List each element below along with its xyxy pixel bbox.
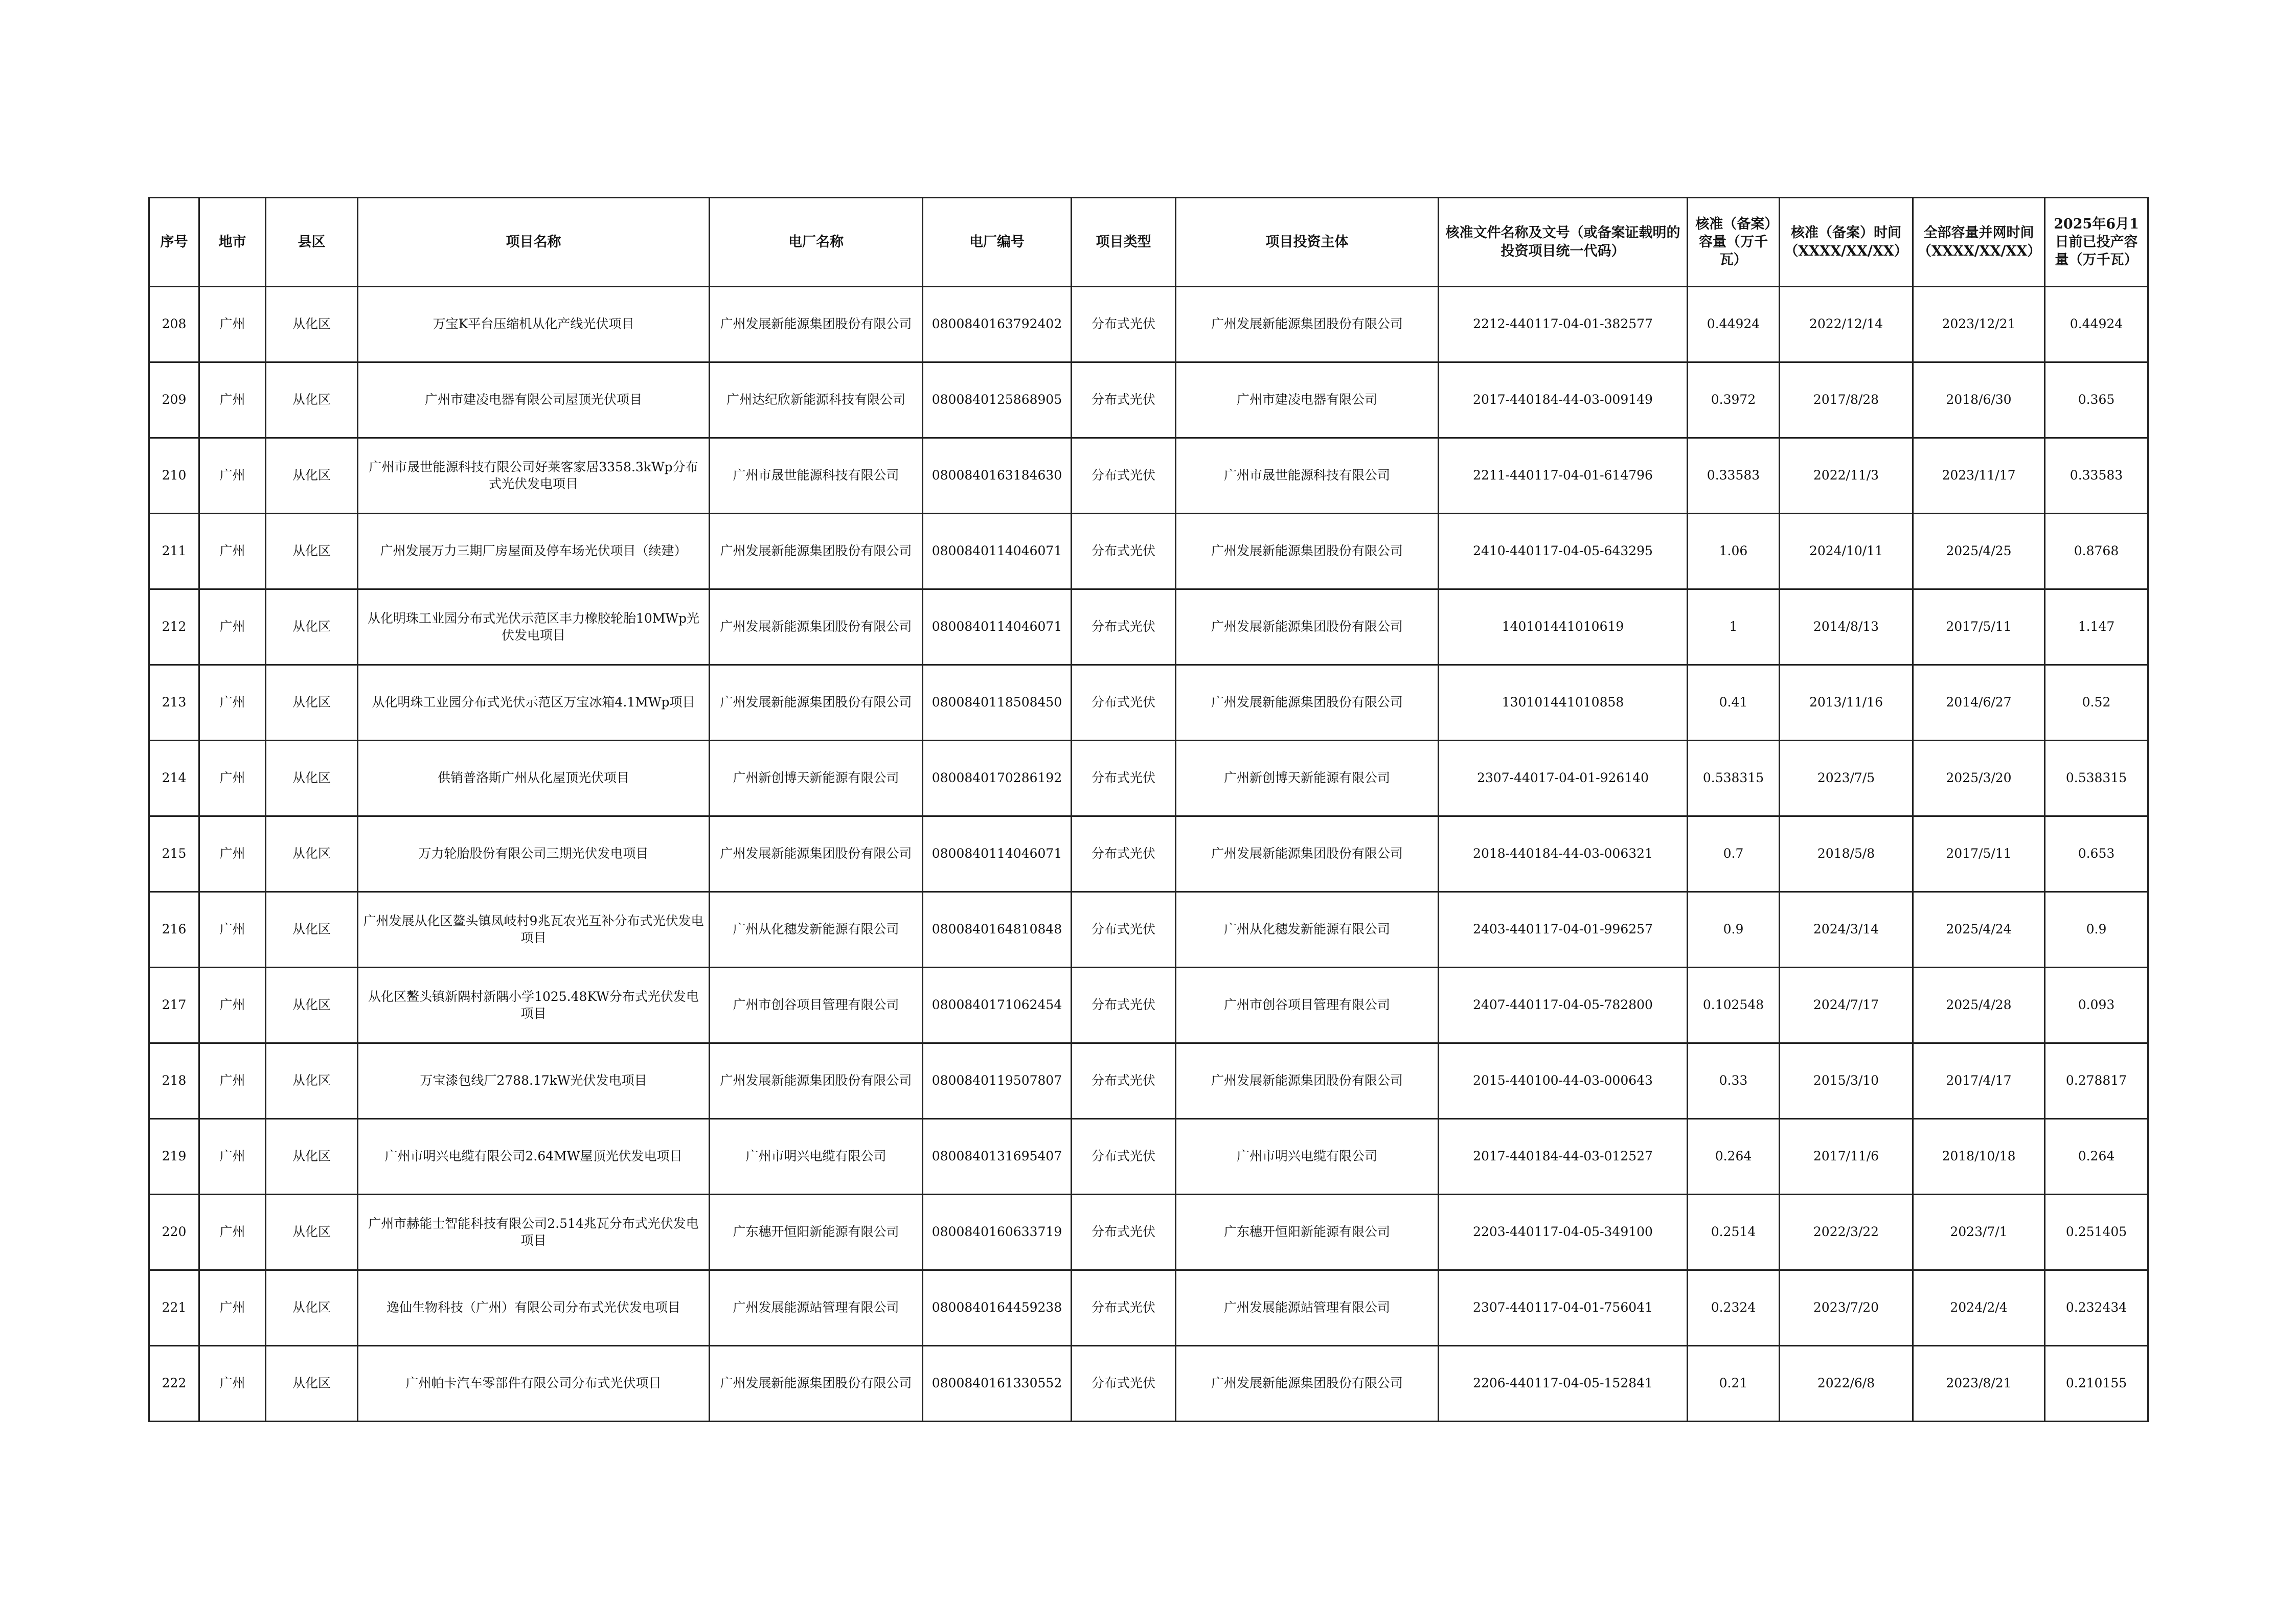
cell-approved-capacity: 0.33583: [1688, 438, 1780, 514]
table-row: [149, 1195, 2148, 1270]
cell-plant-name: 广州新创博天新能源有限公司: [710, 741, 923, 816]
cell-approval-code: 2017-440184-44-03-009149: [1439, 362, 1688, 438]
table-row: [149, 1346, 2148, 1422]
cell-project-type: 分布式光伏: [1072, 968, 1176, 1043]
cell-project-name: 万宝K平台压缩机从化产线光伏项目: [358, 287, 710, 362]
cell-project-type: 分布式光伏: [1072, 665, 1176, 741]
table-row: [149, 1043, 2148, 1119]
cell-operating-capacity: 0.33583: [2045, 438, 2148, 514]
cell-approval-date: 2024/7/17: [1780, 968, 1913, 1043]
cell-grid-connection-date: 2023/11/17: [1913, 438, 2045, 514]
cell-operating-capacity: 0.52: [2045, 665, 2148, 741]
cell-district: 从化区: [266, 968, 358, 1043]
cell-grid-connection-date: 2025/4/25: [1913, 514, 2045, 589]
cell-district: 从化区: [266, 1346, 358, 1422]
cell-investor: 广州发展新能源集团股份有限公司: [1176, 287, 1439, 362]
cell-project-name: 从化明珠工业园分布式光伏示范区丰力橡胶轮胎10MWp光伏发电项目: [358, 589, 710, 665]
cell-index: 221: [149, 1270, 199, 1346]
col-header-approved-capacity: 核准（备案）容量（万千瓦）: [1688, 198, 1780, 287]
cell-plant-name: 广州发展新能源集团股份有限公司: [710, 816, 923, 892]
cell-operating-capacity: 0.9: [2045, 892, 2148, 968]
col-header-city: 地市: [199, 198, 266, 287]
cell-district: 从化区: [266, 1270, 358, 1346]
cell-approval-code: 2410-440117-04-05-643295: [1439, 514, 1688, 589]
cell-index: 212: [149, 589, 199, 665]
cell-grid-connection-date: 2024/2/4: [1913, 1270, 2045, 1346]
cell-index: 215: [149, 816, 199, 892]
cell-city: 广州: [199, 892, 266, 968]
cell-investor: 广州发展能源站管理有限公司: [1176, 1270, 1439, 1346]
cell-plant-code: 0800840163184630: [923, 438, 1072, 514]
cell-investor: 广州新创博天新能源有限公司: [1176, 741, 1439, 816]
cell-district: 从化区: [266, 892, 358, 968]
cell-approved-capacity: 0.538315: [1688, 741, 1780, 816]
cell-plant-code: 0800840131695407: [923, 1119, 1072, 1195]
cell-plant-name: 广州达纪欣新能源科技有限公司: [710, 362, 923, 438]
cell-district: 从化区: [266, 1119, 358, 1195]
cell-approval-code: 2206-440117-04-05-152841: [1439, 1346, 1688, 1422]
cell-project-name: 从化明珠工业园分布式光伏示范区万宝冰箱4.1MWp项目: [358, 665, 710, 741]
cell-operating-capacity: 0.44924: [2045, 287, 2148, 362]
cell-city: 广州: [199, 1195, 266, 1270]
cell-plant-name: 广州发展能源站管理有限公司: [710, 1270, 923, 1346]
cell-investor: 广东穗开恒阳新能源有限公司: [1176, 1195, 1439, 1270]
table-row: [149, 1119, 2148, 1195]
cell-project-type: 分布式光伏: [1072, 1270, 1176, 1346]
table-row: [149, 438, 2148, 514]
cell-approval-date: 2024/10/11: [1780, 514, 1913, 589]
cell-project-type: 分布式光伏: [1072, 741, 1176, 816]
cell-plant-code: 0800840119507807: [923, 1043, 1072, 1119]
cell-approved-capacity: 0.3972: [1688, 362, 1780, 438]
table-row: [149, 665, 2148, 741]
cell-plant-code: 0800840125868905: [923, 362, 1072, 438]
cell-district: 从化区: [266, 1195, 358, 1270]
cell-grid-connection-date: 2017/5/11: [1913, 589, 2045, 665]
cell-project-type: 分布式光伏: [1072, 816, 1176, 892]
cell-approval-code: 130101441010858: [1439, 665, 1688, 741]
cell-plant-name: 广州发展新能源集团股份有限公司: [710, 1346, 923, 1422]
cell-approval-date: 2018/5/8: [1780, 816, 1913, 892]
cell-approval-date: 2013/11/16: [1780, 665, 1913, 741]
cell-city: 广州: [199, 438, 266, 514]
cell-city: 广州: [199, 1270, 266, 1346]
cell-index: 217: [149, 968, 199, 1043]
cell-investor: 广州发展新能源集团股份有限公司: [1176, 665, 1439, 741]
cell-approval-code: 2203-440117-04-05-349100: [1439, 1195, 1688, 1270]
cell-grid-connection-date: 2023/8/21: [1913, 1346, 2045, 1422]
cell-plant-code: 0800840164810848: [923, 892, 1072, 968]
cell-approved-capacity: 0.7: [1688, 816, 1780, 892]
cell-investor: 广州市建凌电器有限公司: [1176, 362, 1439, 438]
col-header-approval-date: 核准（备案）时间（XXXX/XX/XX）: [1780, 198, 1913, 287]
cell-operating-capacity: 1.147: [2045, 589, 2148, 665]
cell-approval-date: 2014/8/13: [1780, 589, 1913, 665]
cell-investor: 广州市创谷项目管理有限公司: [1176, 968, 1439, 1043]
cell-index: 211: [149, 514, 199, 589]
cell-investor: 广州发展新能源集团股份有限公司: [1176, 589, 1439, 665]
cell-project-name: 广州市晟世能源科技有限公司好莱客家居3358.3kWp分布式光伏发电项目: [358, 438, 710, 514]
cell-project-type: 分布式光伏: [1072, 1043, 1176, 1119]
cell-approved-capacity: 0.102548: [1688, 968, 1780, 1043]
col-header-plant-code: 电厂编号: [923, 198, 1072, 287]
cell-approval-code: 2212-440117-04-01-382577: [1439, 287, 1688, 362]
cell-operating-capacity: 0.653: [2045, 816, 2148, 892]
cell-project-name: 广州发展万力三期厂房屋面及停车场光伏项目（续建）: [358, 514, 710, 589]
cell-city: 广州: [199, 665, 266, 741]
cell-plant-code: 0800840171062454: [923, 968, 1072, 1043]
cell-project-type: 分布式光伏: [1072, 892, 1176, 968]
cell-district: 从化区: [266, 665, 358, 741]
cell-plant-code: 0800840170286192: [923, 741, 1072, 816]
cell-project-type: 分布式光伏: [1072, 514, 1176, 589]
cell-grid-connection-date: 2023/7/1: [1913, 1195, 2045, 1270]
cell-district: 从化区: [266, 362, 358, 438]
cell-project-name: 广州市建凌电器有限公司屋顶光伏项目: [358, 362, 710, 438]
cell-district: 从化区: [266, 589, 358, 665]
cell-approval-code: 2307-44017-04-01-926140: [1439, 741, 1688, 816]
cell-city: 广州: [199, 741, 266, 816]
cell-plant-name: 广州发展新能源集团股份有限公司: [710, 589, 923, 665]
cell-index: 222: [149, 1346, 199, 1422]
col-header-district: 县区: [266, 198, 358, 287]
table-row: [149, 816, 2148, 892]
cell-district: 从化区: [266, 438, 358, 514]
cell-city: 广州: [199, 968, 266, 1043]
cell-index: 218: [149, 1043, 199, 1119]
cell-operating-capacity: 0.365: [2045, 362, 2148, 438]
cell-project-type: 分布式光伏: [1072, 1346, 1176, 1422]
cell-grid-connection-date: 2017/4/17: [1913, 1043, 2045, 1119]
col-header-project-type: 项目类型: [1072, 198, 1176, 287]
cell-grid-connection-date: 2014/6/27: [1913, 665, 2045, 741]
cell-project-type: 分布式光伏: [1072, 362, 1176, 438]
cell-investor: 广州从化穗发新能源有限公司: [1176, 892, 1439, 968]
cell-grid-connection-date: 2025/3/20: [1913, 741, 2045, 816]
cell-investor: 广州市晟世能源科技有限公司: [1176, 438, 1439, 514]
cell-approval-code: 2403-440117-04-01-996257: [1439, 892, 1688, 968]
cell-approval-code: 2017-440184-44-03-012527: [1439, 1119, 1688, 1195]
cell-plant-name: 广州市明兴电缆有限公司: [710, 1119, 923, 1195]
cell-approval-code: 2407-440117-04-05-782800: [1439, 968, 1688, 1043]
table-row: [149, 1270, 2148, 1346]
cell-approval-date: 2023/7/20: [1780, 1270, 1913, 1346]
cell-grid-connection-date: 2023/12/21: [1913, 287, 2045, 362]
cell-approved-capacity: 0.264: [1688, 1119, 1780, 1195]
cell-approved-capacity: 1.06: [1688, 514, 1780, 589]
cell-approval-date: 2023/7/5: [1780, 741, 1913, 816]
table-row: [149, 968, 2148, 1043]
cell-index: 219: [149, 1119, 199, 1195]
cell-operating-capacity: 0.278817: [2045, 1043, 2148, 1119]
cell-district: 从化区: [266, 287, 358, 362]
cell-investor: 广州市明兴电缆有限公司: [1176, 1119, 1439, 1195]
col-header-project-name: 项目名称: [358, 198, 710, 287]
cell-city: 广州: [199, 362, 266, 438]
cell-project-name: 广州市赫能士智能科技有限公司2.514兆瓦分布式光伏发电项目: [358, 1195, 710, 1270]
cell-operating-capacity: 0.093: [2045, 968, 2148, 1043]
table-row: [149, 287, 2148, 362]
cell-approval-date: 2022/11/3: [1780, 438, 1913, 514]
cell-index: 208: [149, 287, 199, 362]
cell-project-name: 逸仙生物科技（广州）有限公司分布式光伏发电项目: [358, 1270, 710, 1346]
cell-city: 广州: [199, 816, 266, 892]
cell-index: 220: [149, 1195, 199, 1270]
cell-approval-date: 2022/3/22: [1780, 1195, 1913, 1270]
cell-plant-name: 广州发展新能源集团股份有限公司: [710, 1043, 923, 1119]
cell-investor: 广州发展新能源集团股份有限公司: [1176, 816, 1439, 892]
cell-approval-code: 2307-440117-04-01-756041: [1439, 1270, 1688, 1346]
cell-approved-capacity: 1: [1688, 589, 1780, 665]
cell-plant-name: 广州市创谷项目管理有限公司: [710, 968, 923, 1043]
cell-approval-code: 140101441010619: [1439, 589, 1688, 665]
cell-project-name: 从化区鳌头镇新隅村新隅小学1025.48KW分布式光伏发电项目: [358, 968, 710, 1043]
cell-plant-code: 0800840164459238: [923, 1270, 1072, 1346]
cell-district: 从化区: [266, 741, 358, 816]
cell-project-type: 分布式光伏: [1072, 1119, 1176, 1195]
cell-plant-code: 0800840160633719: [923, 1195, 1072, 1270]
table-body: [149, 287, 2148, 1422]
cell-approved-capacity: 0.21: [1688, 1346, 1780, 1422]
cell-investor: 广州发展新能源集团股份有限公司: [1176, 1346, 1439, 1422]
table-header-row: [149, 198, 2148, 287]
cell-plant-code: 0800840161330552: [923, 1346, 1072, 1422]
cell-project-type: 分布式光伏: [1072, 1195, 1176, 1270]
project-table-sheet: [148, 197, 2147, 1422]
cell-project-name: 万宝漆包线厂2788.17kW光伏发电项目: [358, 1043, 710, 1119]
table-row: [149, 589, 2148, 665]
cell-plant-code: 0800840118508450: [923, 665, 1072, 741]
cell-district: 从化区: [266, 816, 358, 892]
col-header-investor: 项目投资主体: [1176, 198, 1439, 287]
cell-grid-connection-date: 2018/6/30: [1913, 362, 2045, 438]
table-row: [149, 892, 2148, 968]
cell-plant-name: 广州从化穗发新能源有限公司: [710, 892, 923, 968]
col-header-index: 序号: [149, 198, 199, 287]
cell-district: 从化区: [266, 1043, 358, 1119]
cell-city: 广州: [199, 514, 266, 589]
cell-investor: 广州发展新能源集团股份有限公司: [1176, 514, 1439, 589]
cell-approval-date: 2022/12/14: [1780, 287, 1913, 362]
cell-project-type: 分布式光伏: [1072, 438, 1176, 514]
cell-index: 210: [149, 438, 199, 514]
cell-operating-capacity: 0.8768: [2045, 514, 2148, 589]
col-header-approval-code: 核准文件名称及文号（或备案证载明的投资项目统一代码）: [1439, 198, 1688, 287]
cell-plant-code: 0800840163792402: [923, 287, 1072, 362]
cell-plant-name: 广东穗开恒阳新能源有限公司: [710, 1195, 923, 1270]
table-row: [149, 514, 2148, 589]
cell-plant-code: 0800840114046071: [923, 589, 1072, 665]
cell-operating-capacity: 0.264: [2045, 1119, 2148, 1195]
cell-city: 广州: [199, 1119, 266, 1195]
cell-operating-capacity: 0.538315: [2045, 741, 2148, 816]
cell-approval-date: 2017/11/6: [1780, 1119, 1913, 1195]
cell-project-name: 万力轮胎股份有限公司三期光伏发电项目: [358, 816, 710, 892]
cell-project-name: 广州市明兴电缆有限公司2.64MW屋顶光伏发电项目: [358, 1119, 710, 1195]
cell-operating-capacity: 0.232434: [2045, 1270, 2148, 1346]
table-row: [149, 362, 2148, 438]
cell-project-name: 广州发展从化区鳌头镇凤岐村9兆瓦农光互补分布式光伏发电项目: [358, 892, 710, 968]
cell-operating-capacity: 0.251405: [2045, 1195, 2148, 1270]
cell-plant-code: 0800840114046071: [923, 816, 1072, 892]
cell-approved-capacity: 0.41: [1688, 665, 1780, 741]
col-header-plant-name: 电厂名称: [710, 198, 923, 287]
cell-investor: 广州发展新能源集团股份有限公司: [1176, 1043, 1439, 1119]
cell-approved-capacity: 0.2514: [1688, 1195, 1780, 1270]
cell-grid-connection-date: 2025/4/28: [1913, 968, 2045, 1043]
cell-grid-connection-date: 2018/10/18: [1913, 1119, 2045, 1195]
cell-plant-name: 广州发展新能源集团股份有限公司: [710, 514, 923, 589]
cell-project-type: 分布式光伏: [1072, 287, 1176, 362]
project-table: [148, 197, 2149, 1422]
cell-approval-date: 2015/3/10: [1780, 1043, 1913, 1119]
cell-approval-code: 2015-440100-44-03-000643: [1439, 1043, 1688, 1119]
table-row: [149, 741, 2148, 816]
cell-city: 广州: [199, 1346, 266, 1422]
cell-project-name: 广州帕卡汽车零部件有限公司分布式光伏项目: [358, 1346, 710, 1422]
cell-plant-name: 广州发展新能源集团股份有限公司: [710, 287, 923, 362]
cell-approved-capacity: 0.9: [1688, 892, 1780, 968]
cell-approval-date: 2024/3/14: [1780, 892, 1913, 968]
cell-city: 广州: [199, 287, 266, 362]
col-header-operating-capacity: 2025年6月1日前已投产容量（万千瓦）: [2045, 198, 2148, 287]
cell-approved-capacity: 0.44924: [1688, 287, 1780, 362]
cell-approval-code: 2211-440117-04-01-614796: [1439, 438, 1688, 514]
cell-index: 216: [149, 892, 199, 968]
cell-project-name: 供销普洛斯广州从化屋顶光伏项目: [358, 741, 710, 816]
cell-approval-date: 2022/6/8: [1780, 1346, 1913, 1422]
cell-city: 广州: [199, 589, 266, 665]
cell-plant-code: 0800840114046071: [923, 514, 1072, 589]
cell-approval-code: 2018-440184-44-03-006321: [1439, 816, 1688, 892]
cell-grid-connection-date: 2025/4/24: [1913, 892, 2045, 968]
cell-index: 209: [149, 362, 199, 438]
cell-approved-capacity: 0.33: [1688, 1043, 1780, 1119]
cell-city: 广州: [199, 1043, 266, 1119]
cell-index: 213: [149, 665, 199, 741]
cell-approved-capacity: 0.2324: [1688, 1270, 1780, 1346]
col-header-grid-connection-date: 全部容量并网时间（XXXX/XX/XX）: [1913, 198, 2045, 287]
cell-approval-date: 2017/8/28: [1780, 362, 1913, 438]
cell-grid-connection-date: 2017/5/11: [1913, 816, 2045, 892]
cell-project-type: 分布式光伏: [1072, 589, 1176, 665]
cell-operating-capacity: 0.210155: [2045, 1346, 2148, 1422]
cell-plant-name: 广州发展新能源集团股份有限公司: [710, 665, 923, 741]
cell-district: 从化区: [266, 514, 358, 589]
cell-plant-name: 广州市晟世能源科技有限公司: [710, 438, 923, 514]
cell-index: 214: [149, 741, 199, 816]
